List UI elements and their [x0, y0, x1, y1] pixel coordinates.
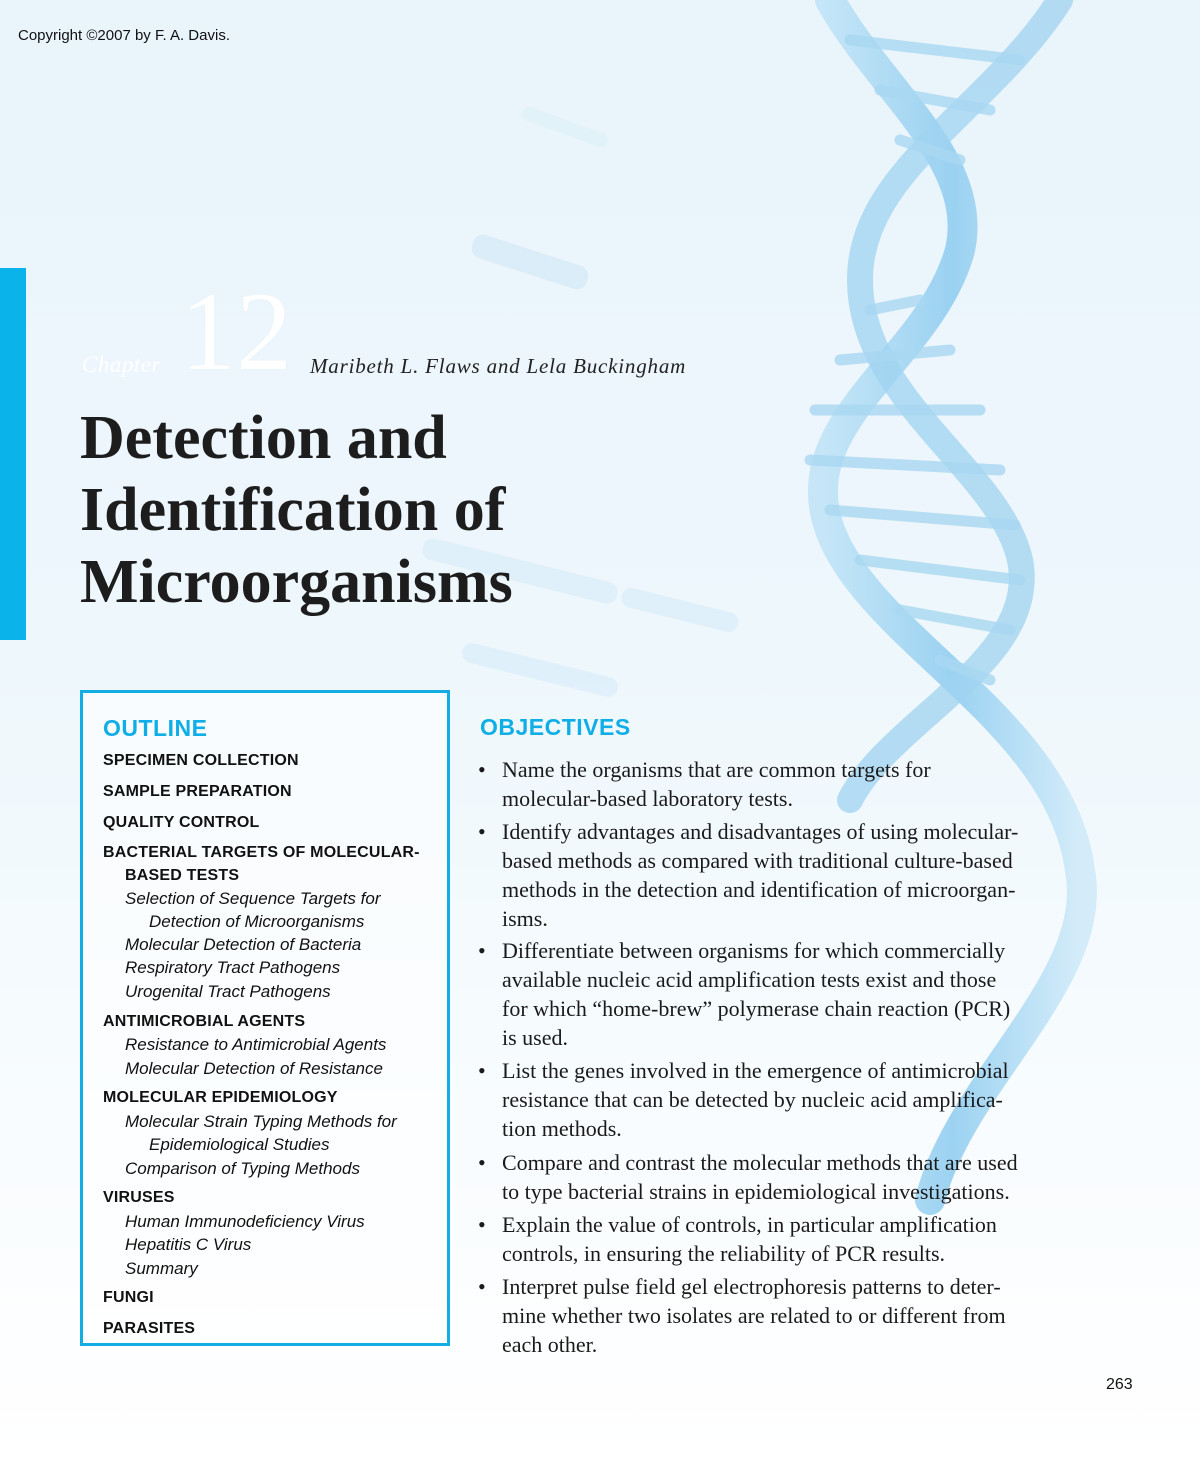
objectives-heading: OBJECTIVES	[480, 714, 631, 740]
chapter-title-line: Detection and	[80, 404, 447, 472]
outline-section: SPECIMEN COLLECTION	[103, 752, 299, 769]
objective-line: mine whether two isolates are related to or different from	[502, 1303, 1006, 1328]
bullet-icon: •	[478, 938, 486, 963]
bullet-icon: •	[478, 1274, 486, 1299]
outline-section: PARASITES	[103, 1320, 196, 1337]
bullet-icon: •	[478, 1058, 486, 1083]
bullet-icon: •	[478, 819, 486, 844]
page-number: 263	[1106, 1376, 1133, 1393]
outline-subsection: Detection of Microorganisms	[149, 912, 365, 931]
objective-item	[478, 1056, 1158, 1143]
chapter-number: 12	[180, 270, 292, 394]
chapter-title-line: Identification of	[80, 476, 506, 544]
objective-line: methods in the detection and identification of microorgan-	[502, 877, 1016, 902]
outline-section: BACTERIAL TARGETS OF MOLECULAR-	[103, 844, 420, 861]
outline-subsection: Molecular Detection of Resistance	[125, 1059, 383, 1078]
objective-line: Compare and contrast the molecular methods that are used	[502, 1150, 1018, 1175]
objective-line: Name the organisms that are common targets for	[502, 757, 931, 782]
outline-subsection: Resistance to Antimicrobial Agents	[125, 1035, 387, 1054]
objective-line: tion methods.	[502, 1116, 622, 1141]
bullet-icon: •	[478, 1150, 486, 1175]
objective-line: based methods as compared with traditional culture-based	[502, 848, 1013, 873]
outline-subsection: Comparison of Typing Methods	[125, 1159, 360, 1178]
outline-section: ANTIMICROBIAL AGENTS	[103, 1013, 306, 1030]
outline-subsection: Epidemiological Studies	[149, 1135, 330, 1154]
objective-line: resistance that can be detected by nucleic acid amplifica-	[502, 1087, 1003, 1112]
objective-line: for which “home-brew” polymerase chain reaction (PCR)	[502, 996, 1011, 1021]
objective-line: is used.	[502, 1025, 568, 1050]
outline-box	[80, 690, 450, 1346]
objective-line: Identify advantages and disadvantages of using molecular-	[502, 819, 1019, 844]
outline-subsection: Molecular Strain Typing Methods for	[125, 1112, 397, 1131]
objective-line: to type bacterial strains in epidemiological investigations.	[502, 1179, 1010, 1204]
chapter-side-tab	[0, 268, 26, 640]
chapter-title-line: Microorganisms	[80, 548, 513, 616]
objective-line: controls, in ensuring the reliability of PCR results.	[502, 1241, 946, 1266]
objective-line: molecular-based laboratory tests.	[502, 786, 793, 811]
outline-section: MOLECULAR EPIDEMIOLOGY	[103, 1089, 338, 1106]
objective-line: Explain the value of controls, in particular amplification	[502, 1212, 997, 1237]
objective-item	[478, 1210, 1158, 1268]
objective-line: Interpret pulse field gel electrophoresis patterns to deter-	[502, 1274, 1001, 1299]
objective-item	[478, 1148, 1158, 1206]
outline-section: SAMPLE PREPARATION	[103, 783, 292, 800]
bullet-icon: •	[478, 1212, 486, 1237]
outline-subsection: Hepatitis C Virus	[125, 1235, 252, 1254]
outline-section: BASED TESTS	[125, 867, 240, 884]
outline-subsection: Respiratory Tract Pathogens	[125, 958, 341, 977]
outline-heading: OUTLINE	[103, 715, 208, 741]
objective-item	[478, 936, 1158, 1052]
outline-section: VIRUSES	[103, 1189, 175, 1206]
objective-line: isms.	[502, 906, 548, 931]
outline-subsection: Summary	[125, 1259, 198, 1278]
chapter-title	[80, 402, 513, 618]
outline-section: QUALITY CONTROL	[103, 814, 260, 831]
chapter-label: Chapter	[82, 352, 161, 377]
objective-item	[478, 817, 1158, 933]
objective-item	[478, 755, 1158, 813]
bullet-icon: •	[478, 757, 486, 782]
objective-item	[478, 1272, 1158, 1359]
objective-line: available nucleic acid amplification tests exist and those	[502, 967, 997, 992]
outline-subsection: Urogenital Tract Pathogens	[125, 982, 331, 1001]
objective-line: each other.	[502, 1332, 598, 1357]
outline-subsection: Selection of Sequence Targets for	[125, 889, 381, 908]
chapter-authors: Maribeth L. Flaws and Lela Buckingham	[310, 354, 687, 378]
outline-section: FUNGI	[103, 1289, 154, 1306]
outline-subsection: Human Immunodeficiency Virus	[125, 1212, 365, 1231]
objective-line: Differentiate between organisms for which commercially	[502, 938, 1006, 963]
outline-subsection: Molecular Detection of Bacteria	[125, 935, 362, 954]
copyright-notice: Copyright ©2007 by F. A. Davis.	[18, 27, 230, 44]
objective-line: List the genes involved in the emergence of antimicrobial	[502, 1058, 1009, 1083]
